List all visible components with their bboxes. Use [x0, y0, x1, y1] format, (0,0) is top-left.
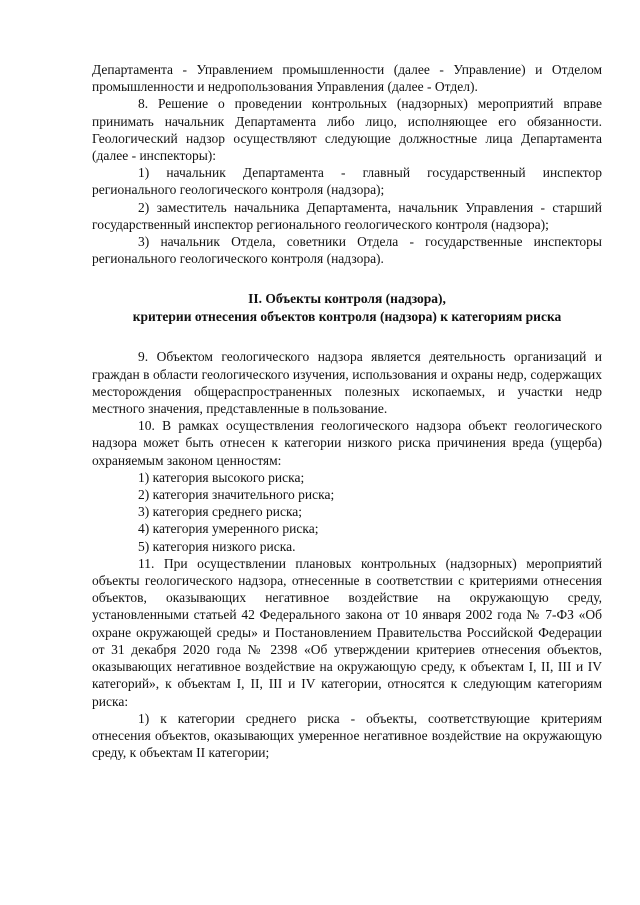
paragraph-9: 9. Объектом геологического надзора является деятельность организаций и граждан в области геологического изучения, использования и охраны недр, содержащих месторождения общераспространенных полезных ископаемых, и участки недр местного значения, представленные в пользование.: [92, 349, 602, 417]
paragraph-11-item-1: 1) к категории среднего риска - объекты, соответствующие критериям отнесения объектов, оказывающих умеренное негативное воздействие на окружающую среду, к объектам II категории;: [92, 710, 602, 761]
paragraph-continuation: Департамента - Управлением промышленности (далее - Управление) и Отделом промышленности и недропользования Управления (далее - Отдел).: [92, 62, 602, 95]
paragraph-8: 8. Решение о проведении контрольных (надзорных) мероприятий вправе принимать начальник Департамента либо лицо, исполняющее его обязанности. Геологический надзор осуществляют следующие должностные лица Департамента (далее - инспекторы):: [92, 96, 602, 164]
inspector-item-2: 2) заместитель начальника Департамента, начальник Управления - старший государственный инспектор регионального геологического контроля (надзора);: [92, 199, 602, 232]
section-heading-line-2: критерии отнесения объектов контроля (надзора) к категориям риска: [132, 308, 562, 324]
risk-category-item: 2) категория значительного риска;: [138, 487, 335, 503]
section-heading-line-1: II. Объекты контроля (надзора),: [248, 291, 446, 307]
paragraph-11: 11. При осуществлении плановых контрольных (надзорных) мероприятий объекты геологического надзора, отнесенные в соответствии с критериями отнесения объектов, оказывающих негативное воздействие на окружающую среду, установленными статьей 42 Федерального закона от 10 января 2002 года № 7-ФЗ «Об охране окружающей среды» и Постановлением Правительства Российской Федерации от 31 декабря 2020 года № 2398 «Об утверждении критериев отнесения объектов, оказывающих негативное воздействие на окружающую среду, к объектам I, II, III и IV категорий», к объектам I, II, III и IV категории, относятся к следующим категориям риска:: [92, 555, 602, 709]
paragraph-10: 10. В рамках осуществления геологического надзора объект геологического надзора может быть отнесен к категории низкого риска причинения вреда (ущерба) охраняемым законом ценностям:: [92, 418, 602, 468]
risk-category-item: 5) категория низкого риска.: [138, 538, 296, 554]
risk-category-item: 3) категория среднего риска;: [138, 504, 303, 520]
risk-category-item: 4) категория умеренного риска;: [138, 521, 319, 537]
inspector-item-3: 3) начальник Отдела, советники Отдела - государственные инспекторы регионального геологического контроля (надзора).: [92, 234, 602, 267]
inspector-item-1: 1) начальник Департамента - главный государственный инспектор регионального геологического контроля (надзора);: [92, 165, 602, 198]
document-body: [92, 61, 602, 761]
section-heading: [92, 290, 602, 325]
risk-category-item: 1) категория высокого риска;: [138, 469, 305, 485]
